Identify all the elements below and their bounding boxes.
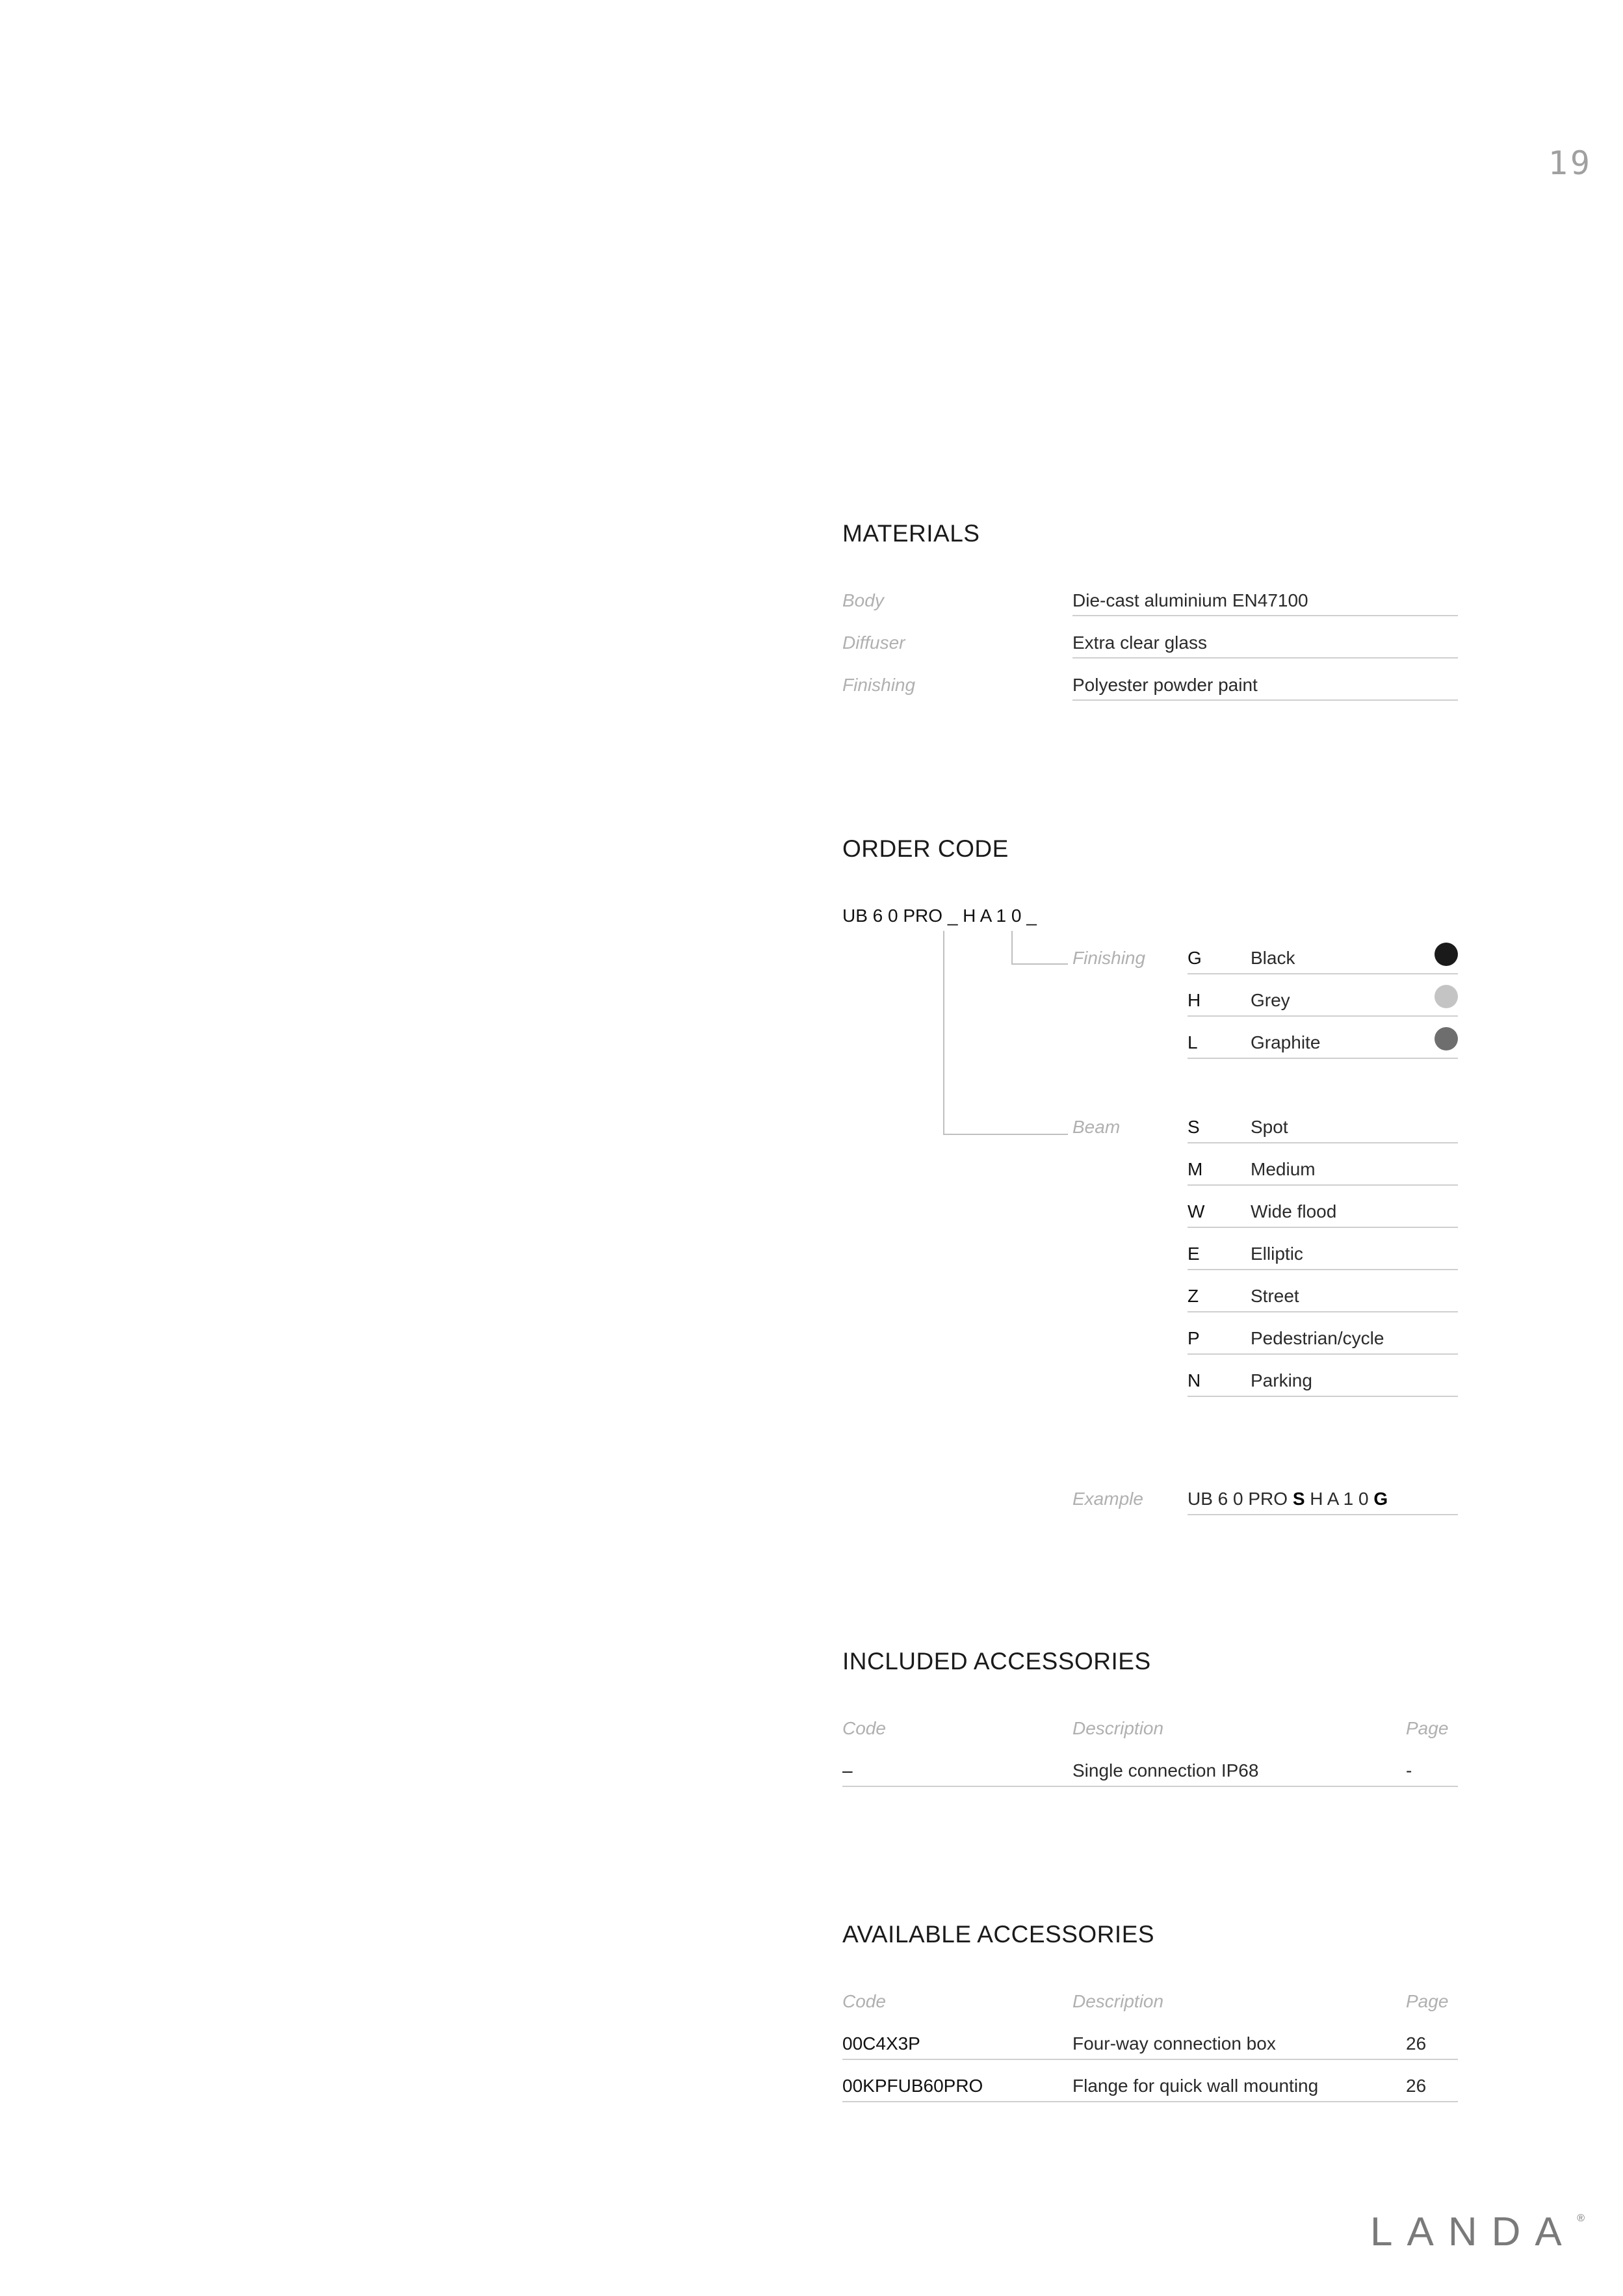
example-finish-code: G — [1373, 1489, 1388, 1509]
option-name: Spot — [1251, 1117, 1288, 1137]
materials-value: Extra clear glass — [1072, 633, 1207, 653]
accessory-page: - — [1406, 1760, 1412, 1781]
accessory-code: 00C4X3P — [842, 2033, 920, 2054]
column-header-page: Page — [1406, 1718, 1449, 1738]
materials-label: Finishing — [842, 675, 916, 695]
divider — [1072, 657, 1458, 659]
finishing-label: Finishing — [1072, 948, 1146, 968]
landa-logo — [1370, 2209, 1585, 2261]
option-code: N — [1188, 1370, 1201, 1390]
option-code: L — [1188, 1032, 1198, 1052]
example-middle: H A 1 0 — [1305, 1489, 1374, 1509]
divider — [1188, 1353, 1458, 1355]
example-beam-code: S — [1292, 1489, 1305, 1509]
option-name: Pedestrian/cycle — [1251, 1328, 1384, 1348]
materials-label: Diffuser — [842, 633, 905, 653]
option-code: G — [1188, 948, 1202, 968]
accessory-description: Four-way connection box — [1072, 2033, 1276, 2054]
option-code: M — [1188, 1159, 1203, 1179]
column-header-code: Code — [842, 1718, 886, 1738]
divider — [1188, 1514, 1458, 1515]
divider — [1188, 1184, 1458, 1186]
divider — [842, 1786, 1458, 1787]
option-name: Elliptic — [1251, 1244, 1303, 1264]
order-code-title: ORDER CODE — [842, 835, 1009, 862]
registered-mark: ® — [1577, 2213, 1585, 2224]
divider — [1188, 1311, 1458, 1312]
divider — [1188, 1396, 1458, 1397]
graphite-swatch — [1435, 1027, 1458, 1050]
page-number: 19 — [1548, 144, 1592, 182]
column-header-description: Description — [1072, 1991, 1164, 2011]
materials-value: Die-cast aluminium EN47100 — [1072, 590, 1308, 610]
divider — [1072, 699, 1458, 701]
divider — [1188, 1015, 1458, 1017]
option-code: Z — [1188, 1286, 1199, 1306]
divider — [1188, 1142, 1458, 1143]
order-code-template: UB 6 0 PRO _ H A 1 0 _ — [842, 906, 1037, 926]
materials-label: Body — [842, 590, 884, 610]
logo-text: LANDA — [1370, 2210, 1576, 2254]
accessory-description: Flange for quick wall mounting — [1072, 2076, 1319, 2096]
divider — [1072, 615, 1458, 616]
grey-swatch — [1435, 985, 1458, 1008]
column-header-page: Page — [1406, 1991, 1449, 2011]
materials-title: MATERIALS — [842, 520, 980, 547]
black-swatch — [1435, 943, 1458, 966]
beam-label: Beam — [1072, 1117, 1121, 1137]
example-code — [1188, 1489, 1388, 1509]
included-accessories-title: INCLUDED ACCESSORIES — [842, 1648, 1151, 1675]
option-name: Parking — [1251, 1370, 1312, 1390]
column-header-description: Description — [1072, 1718, 1164, 1738]
beam-connector — [943, 931, 1068, 1135]
accessory-page: 26 — [1406, 2076, 1427, 2096]
divider — [842, 2059, 1458, 2060]
option-name: Street — [1251, 1286, 1299, 1306]
option-name: Black — [1251, 948, 1295, 968]
divider — [842, 2101, 1458, 2102]
option-code: W — [1188, 1201, 1205, 1221]
accessory-code: – — [842, 1760, 853, 1781]
option-name: Graphite — [1251, 1032, 1321, 1052]
option-code: P — [1188, 1328, 1200, 1348]
divider — [1188, 1058, 1458, 1059]
materials-value: Polyester powder paint — [1072, 675, 1258, 695]
option-code: H — [1188, 990, 1201, 1010]
accessory-code: 00KPFUB60PRO — [842, 2076, 983, 2096]
divider — [1188, 1269, 1458, 1270]
option-name: Grey — [1251, 990, 1290, 1010]
option-code: E — [1188, 1244, 1200, 1264]
divider — [1188, 1227, 1458, 1228]
available-accessories-title: AVAILABLE ACCESSORIES — [842, 1921, 1155, 1948]
option-name: Wide flood — [1251, 1201, 1337, 1221]
divider — [1188, 973, 1458, 974]
column-header-code: Code — [842, 1991, 886, 2011]
accessory-page: 26 — [1406, 2033, 1427, 2054]
example-label: Example — [1072, 1489, 1143, 1509]
option-name: Medium — [1251, 1159, 1316, 1179]
accessory-description: Single connection IP68 — [1072, 1760, 1259, 1781]
example-prefix: UB 6 0 PRO — [1188, 1489, 1293, 1509]
option-code: S — [1188, 1117, 1200, 1137]
